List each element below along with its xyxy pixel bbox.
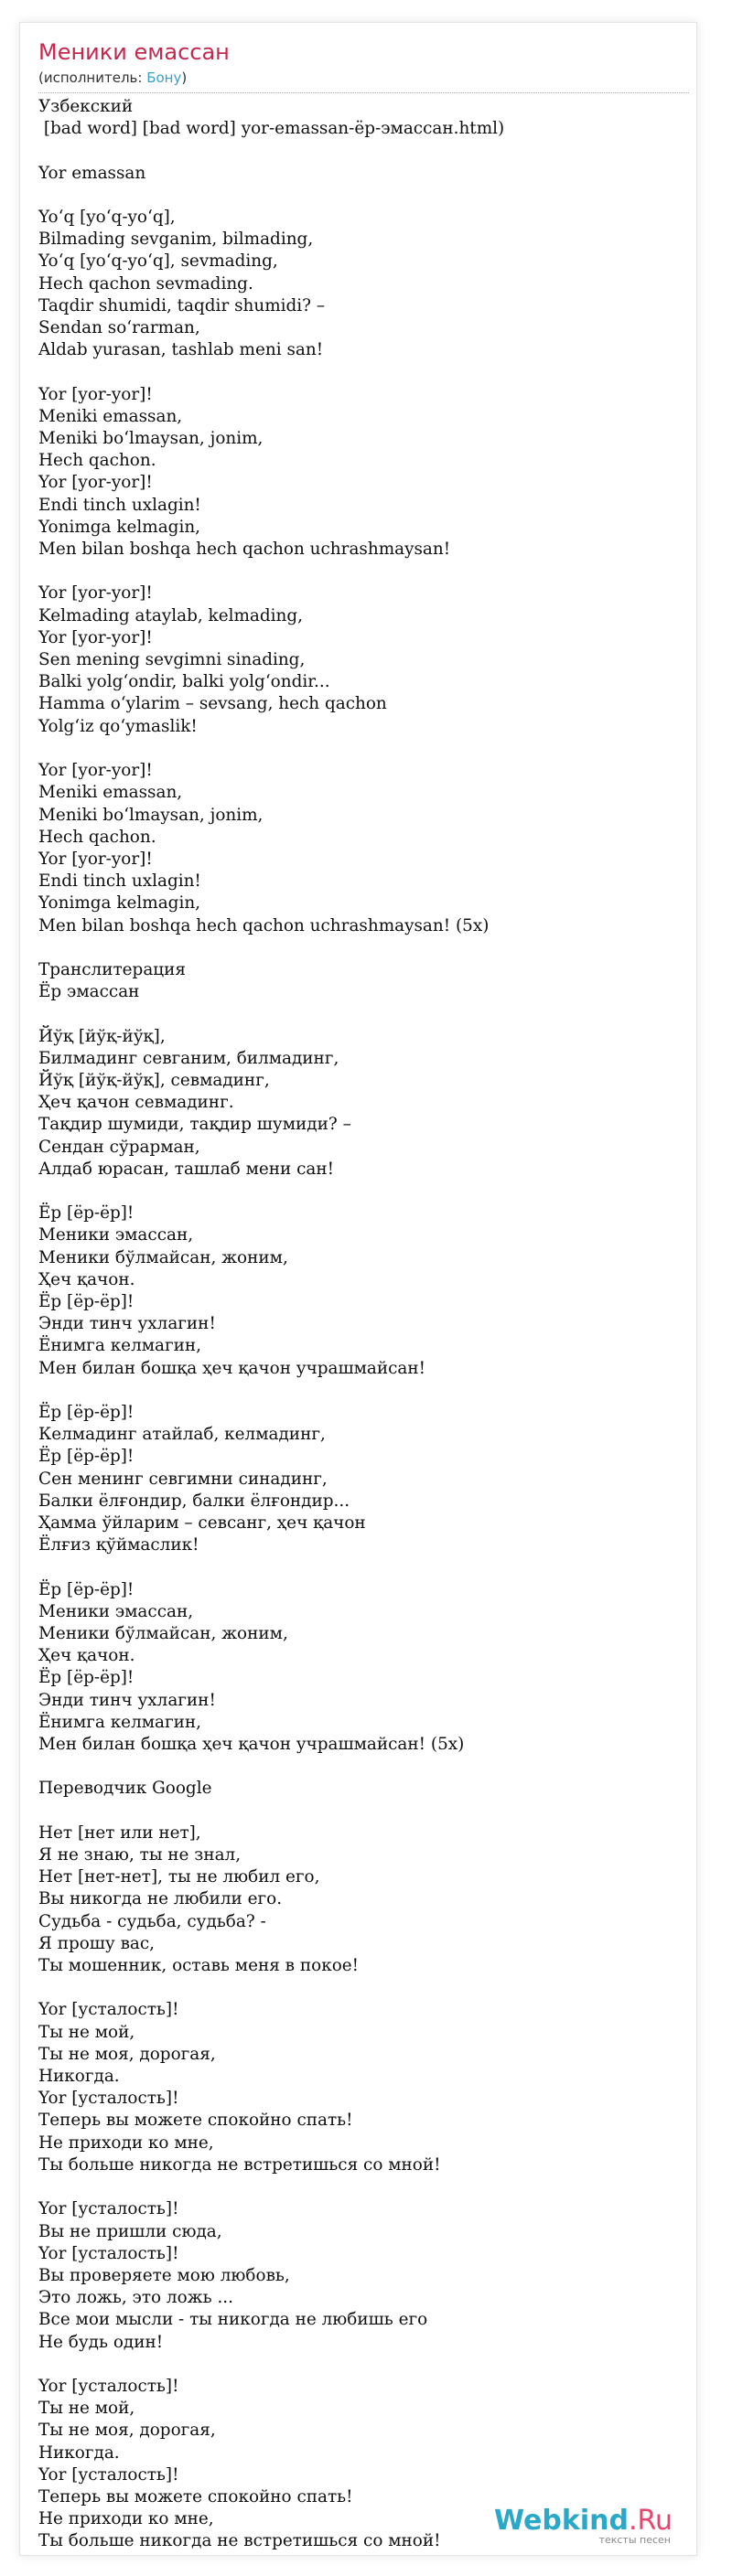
lyrics-line: Ты не мой,: [38, 2022, 135, 2042]
lyrics-line: Ёлғиз қўймаслик!: [38, 1535, 199, 1555]
artist-suffix: ): [181, 69, 188, 86]
lyrics-line: Yor [yor-yor]!: [38, 627, 153, 647]
lyrics-line: Aldab yurasan, tashlab meni san!: [38, 340, 324, 360]
lyrics-line: Алдаб юрасан, ташлаб мени сан!: [38, 1159, 335, 1179]
lyrics-line: Келмадинг атайлаб, келмадинг,: [38, 1425, 326, 1445]
lyrics-line: Ты не моя, дорогая,: [38, 2421, 216, 2441]
lyrics-line: Yor [усталость]!: [38, 2464, 179, 2485]
lyrics-blank-line: [38, 1977, 689, 1999]
lyrics-line: Ёр [ёр-ёр]!: [38, 1402, 135, 1422]
lyrics-line: Меники эмассан,: [38, 1601, 194, 1621]
lyrics-line: Yor [усталость]!: [38, 2000, 179, 2020]
lyrics-line: Bilmading sevganim, bilmading,: [38, 230, 314, 250]
lyrics-line: Yonimga kelmagin,: [38, 517, 201, 537]
lyrics-line: Я не знаю, ты не знал,: [38, 1845, 242, 1865]
lyrics-blank-line: [38, 1756, 689, 1778]
lyrics-line: Kelmading ataylab, kelmading,: [38, 605, 303, 625]
lyrics-line: Meniki emassan,: [38, 783, 183, 803]
lyrics-line: Ты не моя, дорогая,: [38, 2044, 216, 2064]
lyrics-line: Ҳеч қачон.: [38, 1269, 135, 1289]
lyrics-blank-line: [38, 937, 689, 959]
lyrics-line: Yor [усталость]!: [38, 2243, 179, 2263]
lyrics-line: Меники бўлмайсан, жоним,: [38, 1624, 288, 1644]
lyrics-line: Hamma o‘ylarim – sevsang, hech qachon: [38, 694, 387, 714]
artist-link[interactable]: Бону: [146, 69, 182, 86]
lyrics-line: Балки ёлғондир, балки ёлғондир...: [38, 1491, 350, 1511]
lyrics-line: Taqdir shumidi, taqdir shumidi? –: [38, 295, 326, 315]
lyrics-line: Это ложь, это ложь ...: [38, 2288, 234, 2308]
lyrics-line: Меники эмассан,: [38, 1225, 194, 1245]
lyrics-line: Мен билан бошқа ҳеч қачон учрашмайсан!: [38, 1358, 426, 1378]
lyrics-line: Yor [yor-yor]!: [38, 583, 153, 604]
lyrics-line: Ты не мой,: [38, 2399, 135, 2419]
lyrics-line: Сендан сўрарман,: [38, 1137, 200, 1157]
lyrics-line: Вы никогда не любили его.: [38, 1889, 283, 1909]
song-title: Меники емассан: [38, 39, 230, 65]
lyrics-line: Меники бўлмайсан, жоним,: [38, 1247, 288, 1267]
artist-prefix: (исполнитель:: [38, 69, 147, 86]
lyrics-line: [bad word] [bad word] yor-emassan-ёр-эмассан.html): [38, 119, 505, 139]
lyrics-line: Men bilan boshqa hech qachon uchrashmaysan! (5x): [38, 915, 490, 935]
lyrics-line: Ёнимга келмагин,: [38, 1336, 202, 1356]
lyrics-line: Я прошу вас,: [38, 1933, 156, 1953]
lyrics-line: Yor [усталость]!: [38, 2089, 179, 2109]
lyrics-blank-line: [38, 1801, 689, 1822]
lyrics-line: Yor [yor-yor]!: [38, 384, 153, 404]
lyrics-line: Нет [нет-нет], ты не любил его,: [38, 1867, 320, 1887]
lyrics-blank-line: [38, 2354, 689, 2376]
lyrics-line: Ёр [ёр-ёр]!: [38, 1447, 135, 1467]
lyrics-blank-line: [38, 361, 689, 383]
lyrics-line: Вы проверяете мою любовь,: [38, 2265, 290, 2285]
lyrics-blank-line: [38, 1556, 689, 1578]
lyrics-line: Все мои мысли - ты никогда не любишь его: [38, 2310, 428, 2330]
lyrics-line: Meniki emassan,: [38, 406, 183, 426]
lyrics-blank-line: [38, 1380, 689, 1402]
lyrics-line: Hech qachon.: [38, 827, 156, 847]
lyrics-line: Транслитерация: [38, 959, 186, 979]
logo-tagline: тексты песен: [598, 2534, 671, 2546]
lyrics-line: Энди тинч ухлагин!: [38, 1690, 216, 1710]
lyrics-blank-line: [38, 738, 689, 760]
lyrics-line: Ёр эмассан: [38, 982, 140, 1002]
lyrics-line: Men bilan boshqa hech qachon uchrashmaysan!: [38, 540, 451, 560]
lyrics-card: [19, 22, 697, 2556]
lyrics-text: [38, 96, 689, 2553]
lyrics-line: Сен менинг севгимни синадинг,: [38, 1469, 328, 1489]
page-header: [38, 39, 689, 93]
lyrics-line: Не приходи ко мне,: [38, 2132, 214, 2153]
lyrics-line: Ты больше никогда не встретишься со мной!: [38, 2154, 441, 2175]
lyrics-line: Нет [нет или нет],: [38, 1822, 201, 1843]
lyrics-line: Ёнимга келмагин,: [38, 1712, 202, 1732]
lyrics-blank-line: [38, 561, 689, 583]
lyrics-line: Билмадинг севганим, билмадинг,: [38, 1048, 339, 1068]
lyrics-blank-line: [38, 2176, 689, 2198]
lyrics-line: Yor emassan: [38, 163, 146, 183]
lyrics-line: Ҳамма ўйларим – севсанг, ҳеч қачон: [38, 1513, 366, 1533]
lyrics-line: Ты мошенник, оставь меня в покое!: [38, 1956, 360, 1976]
lyrics-line: Судьба - судьба, судьба? -: [38, 1911, 266, 1931]
lyrics-line: Йўқ [йўқ-йўқ], севмадинг,: [38, 1070, 270, 1090]
lyrics-line: Теперь вы можете спокойно спать!: [38, 2111, 353, 2131]
lyrics-line: Ты больше никогда не встретишься со мной!: [38, 2531, 441, 2551]
lyrics-line: Yor [усталость]!: [38, 2199, 179, 2219]
logo-wordmark: [494, 2507, 673, 2536]
lyrics-line: Узбекский: [38, 97, 134, 116]
lyrics-line: Balki yolg‘ondir, balki yolg‘ondir...: [38, 672, 330, 692]
lyrics-line: Hech qachon.: [38, 451, 156, 471]
logo-ru: .Ru: [628, 2505, 673, 2537]
lyrics-line: Hech qachon sevmading.: [38, 273, 253, 294]
lyrics-line: Вы не пришли сюда,: [38, 2221, 222, 2241]
lyrics-line: Ёр [ёр-ёр]!: [38, 1203, 135, 1224]
lyrics-line: Никогда.: [38, 2067, 120, 2087]
lyrics-line: Не будь один!: [38, 2332, 164, 2352]
lyrics-line: Sendan so‘rarman,: [38, 318, 200, 338]
logo-web: Web: [494, 2505, 562, 2537]
lyrics-line: Ёр [ёр-ёр]!: [38, 1291, 135, 1311]
lyrics-line: Не приходи ко мне,: [38, 2509, 214, 2529]
logo-kind: kind: [561, 2505, 629, 2537]
webkind-logo[interactable]: [494, 2507, 673, 2546]
lyrics-line: Ҳеч қачон.: [38, 1646, 135, 1666]
lyrics-line: Yor [yor-yor]!: [38, 761, 153, 781]
lyrics-line: Yonimga kelmagin,: [38, 893, 201, 914]
lyrics-line: Ёр [ёр-ёр]!: [38, 1579, 135, 1599]
lyrics-line: Yor [yor-yor]!: [38, 473, 153, 493]
lyrics-line: Endi tinch uxlagin!: [38, 871, 201, 892]
lyrics-line: Yor [yor-yor]!: [38, 849, 153, 869]
lyrics-blank-line: [38, 1003, 689, 1025]
lyrics-line: Sen mening sevgimni sinading,: [38, 650, 306, 670]
lyrics-line: Yolg‘iz qo‘ymaslik!: [38, 716, 198, 736]
lyrics-line: Ёр [ёр-ёр]!: [38, 1668, 135, 1688]
lyrics-blank-line: [38, 185, 689, 207]
lyrics-line: Endi tinch uxlagin!: [38, 495, 201, 515]
lyrics-line: Meniki bo‘lmaysan, jonim,: [38, 429, 264, 449]
lyrics-line: Meniki bo‘lmaysan, jonim,: [38, 805, 264, 825]
lyrics-line: Йўқ [йўқ-йўқ],: [38, 1026, 166, 1046]
lyrics-blank-line: [38, 140, 689, 162]
lyrics-line: Ҳеч қачон севмадинг.: [38, 1093, 234, 1113]
lyrics-line: Yor [усталость]!: [38, 2376, 179, 2396]
lyrics-line: Yo‘q [yo‘q-yo‘q], sevmading,: [38, 251, 278, 272]
lyrics-line: Yo‘q [yo‘q-yo‘q],: [38, 208, 176, 228]
lyrics-line: Никогда.: [38, 2442, 120, 2463]
lyrics-line: Переводчик Google: [38, 1779, 212, 1799]
lyrics-line: Теперь вы можете спокойно спать!: [38, 2486, 353, 2507]
lyrics-blank-line: [38, 1181, 689, 1202]
lyrics-line: Энди тинч ухлагин!: [38, 1314, 216, 1334]
lyrics-line: Тақдир шумиди, тақдир шумиди? –: [38, 1115, 351, 1135]
lyrics-line: Мен билан бошқа ҳеч қачон учрашмайсан! (5x): [38, 1735, 465, 1755]
artist-line: [38, 69, 689, 93]
